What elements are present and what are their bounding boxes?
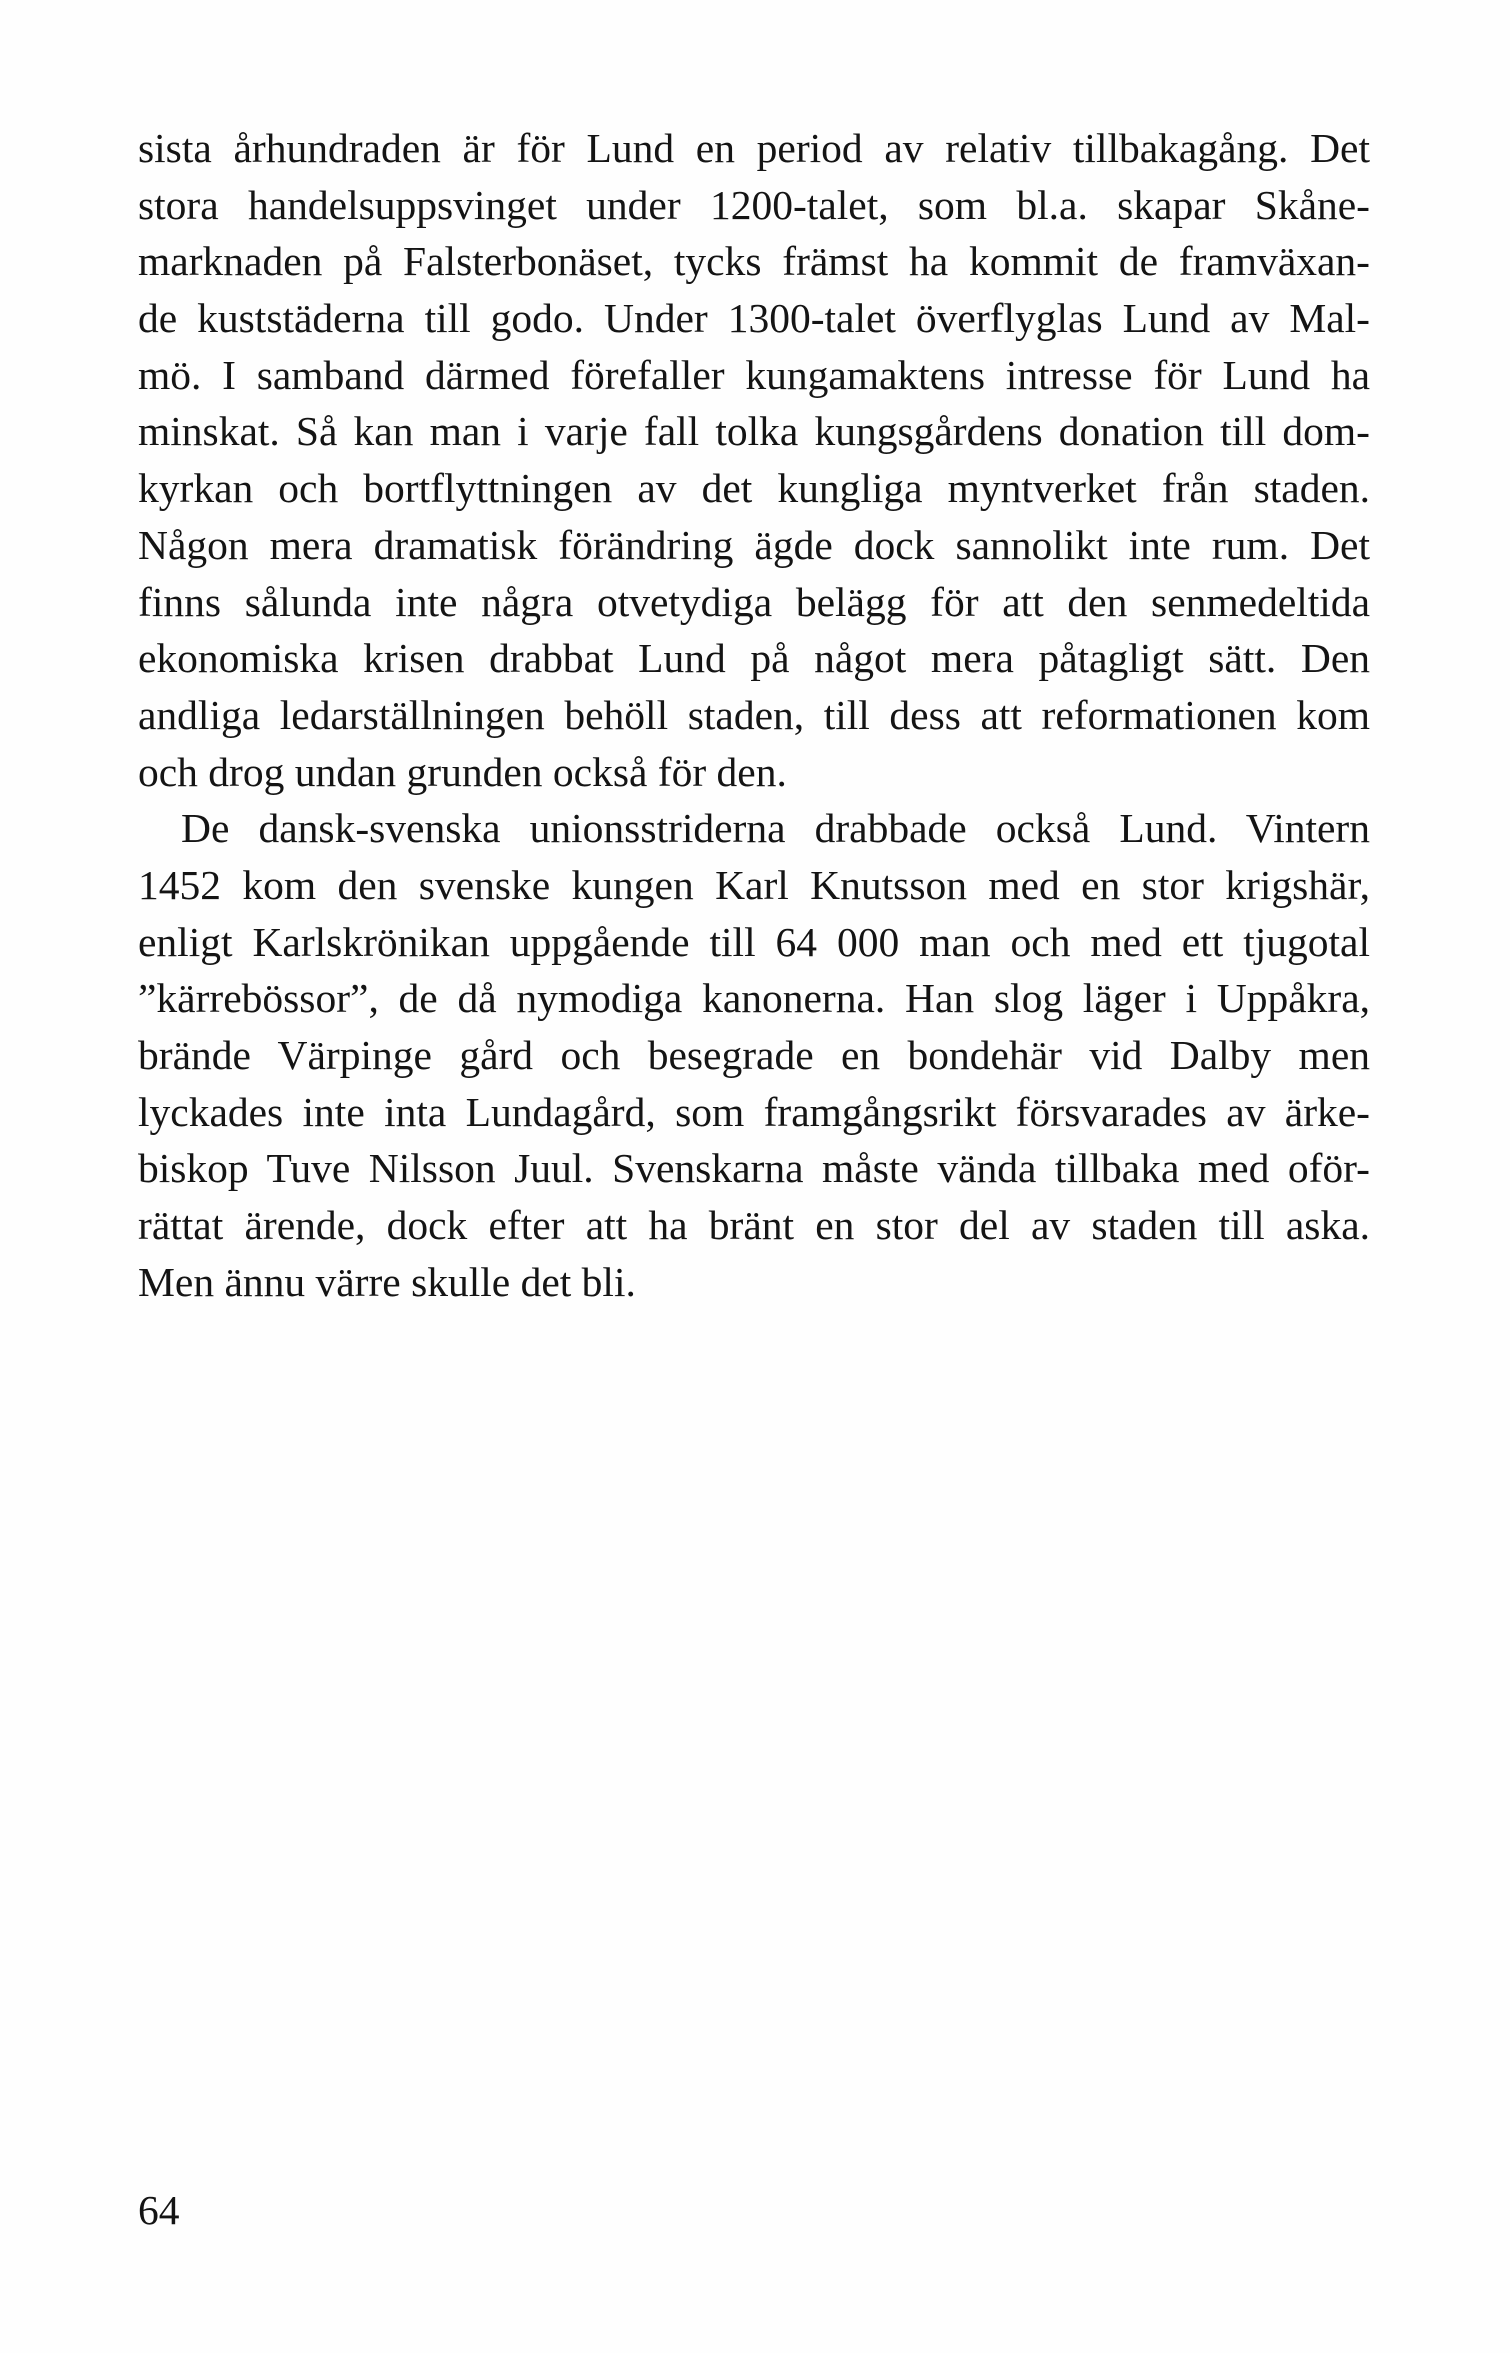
- text-line: 1452 kom den svenske kungen Karl Knutsson med en stor krigshär,: [138, 861, 1370, 908]
- text-line: biskop Tuve Nilsson Juul. Svenskarna måste vända tillbaka med oför-: [138, 1145, 1370, 1192]
- text-line: De dansk-svenska unionsstriderna drabbade också Lund. Vintern: [181, 805, 1370, 852]
- text-line: rättat ärende, dock efter att ha bränt en stor del av staden till aska.: [138, 1202, 1370, 1249]
- text-line: sista århundraden är för Lund en period av relativ tillbakagång. Det: [138, 125, 1370, 171]
- text-line: enligt Karlskrönikan uppgående till 64 000 man och med ett tjugotal: [138, 918, 1370, 965]
- text-line: kyrkan och bortflyttningen av det kungliga myntverket från staden.: [138, 465, 1370, 512]
- text-line: lyckades inte inta Lundagård, som framgångsrikt försvarades av ärke-: [138, 1088, 1370, 1135]
- text-line: minskat. Så kan man i varje fall tolka kungsgårdens donation till dom-: [138, 408, 1370, 455]
- text-line: marknaden på Falsterbonäset, tycks främst ha kommit de framväxan-: [138, 238, 1370, 285]
- text-line: ”kärrebössor”, de då nymodiga kanonerna. Han slog läger i Uppåkra,: [138, 975, 1370, 1022]
- body-text: [138, 120, 1370, 1310]
- text-line: Någon mera dramatisk förändring ägde dock sannolikt inte rum. Det: [138, 521, 1370, 568]
- paragraph-1: [138, 120, 1370, 800]
- text-line: och drog undan grunden också för den.: [138, 748, 787, 795]
- text-line: andliga ledarställningen behöll staden, till dess att reformationen kom: [138, 691, 1370, 738]
- text-line: finns sålunda inte några otvetydiga belägg för att den senmedeltida: [138, 578, 1370, 625]
- text-line: de kuststäderna till godo. Under 1300-talet överflyglas Lund av Mal-: [138, 295, 1370, 342]
- text-line: Men ännu värre skulle det bli.: [138, 1258, 636, 1305]
- text-line: brände Värpinge gård och besegrade en bondehär vid Dalby men: [138, 1032, 1370, 1078]
- text-line: stora handelsuppsvinget under 1200-talet, som bl.a. skapar Skåne-: [138, 181, 1370, 228]
- text-line: mö. I samband därmed förefaller kungamaktens intresse för Lund ha: [138, 351, 1370, 398]
- page-number: 64: [138, 2187, 180, 2233]
- text-line: ekonomiska krisen drabbat Lund på något mera påtagligt sätt. Den: [138, 635, 1370, 682]
- paragraph-2: [138, 800, 1370, 1310]
